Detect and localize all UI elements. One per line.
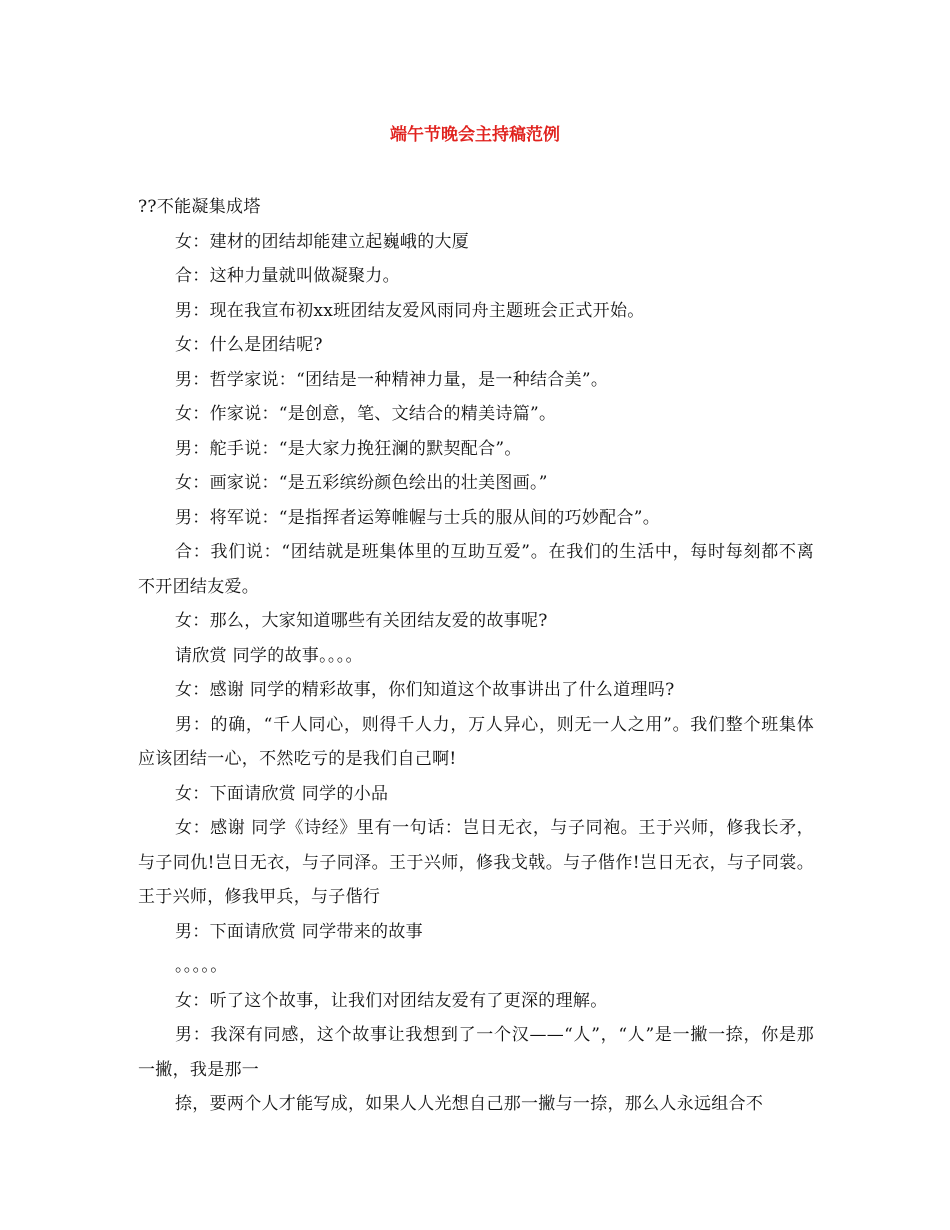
paragraph: 捺，要两个人才能写成，如果人人光想自己那一撇与一捺，那么人永远组合不 [175,1094,764,1114]
paragraph: 请欣赏 同学的故事。。。。 [175,645,363,666]
paragraph: 女：建材的团结却能建立起巍峨的大厦 [175,231,470,252]
document-body [138,190,814,1122]
document-title: 端午节晚会主持稿范例 [390,125,560,145]
paragraph: 。。。。。 [175,956,228,976]
paragraph: 女：那么，大家知道哪些有关团结友爱的故事呢? [175,611,548,631]
paragraph: 女：画家说：“是五彩缤纷颜色绘出的壮美图画。” [175,473,548,493]
paragraph: 男：我深有同感，这个故事让我想到了一个汉——“人”，“人”是一撇一捺，你是那一撇，我是那一 [138,1025,814,1080]
paragraph: 女：感谢 同学《诗经》里有一句话：岂日无衣，与子同袍。王于兴师，修我长矛，与子同仇!岂日无衣，与子同泽。王于兴师，修我戈戟。与子偕作!岂日无衣，与子同裳。王于兴师，修我甲兵，与子偕行 [138,818,814,907]
paragraph: ??不能凝集成塔 [138,197,261,217]
paragraph: 男：哲学家说：“团结是一种精神力量，是一种结合美”。 [175,369,609,390]
paragraph: 男：将军说：“是指挥者运筹帷幄与士兵的服从间的巧妙配合”。 [175,507,661,528]
paragraph: 女：作家说：“是创意，笔、文结合的精美诗篇”。 [175,404,557,424]
paragraph: 男：现在我宣布初xx班团结友爱风雨同舟主题班会正式开始。 [175,300,645,321]
paragraph: 女：下面请欣赏 同学的小品 [175,783,389,804]
paragraph: 合：这种力量就叫做凝聚力。 [175,266,400,286]
paragraph: 合：我们说：“团结就是班集体里的互助互爱”。在我们的生活中，每时每刻都不离不开团结友爱。 [138,542,814,597]
paragraph: 男：的确，“千人同心，则得千人力，万人异心，则无一人之用”。我们整个班集体应该团结一心，不然吃亏的是我们自己啊! [138,714,814,769]
paragraph: 女：听了这个故事，让我们对团结友爱有了更深的理解。 [175,990,608,1011]
paragraph: 男：舵手说：“是大家力挽狂澜的默契配合”。 [175,438,522,459]
paragraph: 男：下面请欣赏 同学带来的故事 [175,921,423,942]
paragraph: 女：什么是团结呢? [175,335,323,355]
paragraph: 女：感谢 同学的精彩故事，你们知道这个故事讲出了什么道理吗? [175,680,675,700]
